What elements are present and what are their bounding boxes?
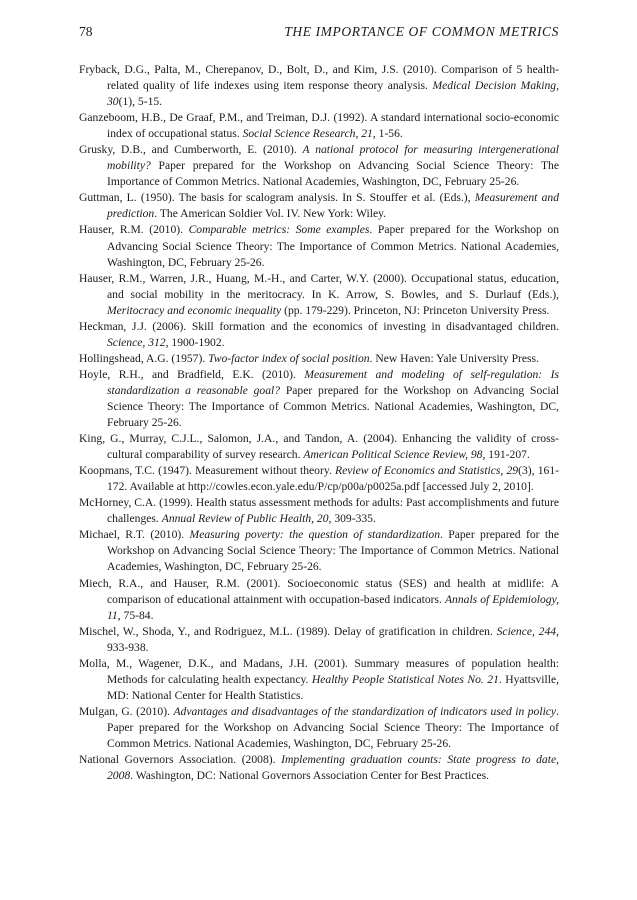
reference-entry: Hauser, R.M. (2010). Comparable metrics: Some examples. Paper prepared for the Workshop on Advancing Social Science Theory: The Importance of Common Metrics. National Academies, Washington, DC, February 25-26. (79, 223, 559, 269)
reference-entry: King, G., Murray, C.J.L., Salomon, J.A., and Tandon, A. (2004). Enhancing the validity of cross-cultural comparability of survey research. American Political Science Review, 98, 191-207. (79, 432, 559, 462)
reference-entry: Hauser, R.M., Warren, J.R., Huang, M.-H., and Carter, W.Y. (2000). Occupational status, education, and social mobility in the meritocracy. In K. Arrow, S. Bowles, and S. Durlauf (Eds.), Meritocracy and economic inequality (pp. 179-229). Princeton, NJ: Princeton University Press. (79, 271, 559, 317)
page-header (79, 24, 559, 42)
reference-entry: Mischel, W., Shoda, Y., and Rodriguez, M.L. (1989). Delay of gratification in children. Science, 244, 933-938. (79, 624, 559, 654)
reference-entry: Michael, R.T. (2010). Measuring poverty: the question of standardization. Paper prepared for the Workshop on Advancing Social Science Theory: The Importance of Common Metrics. National Academies, Washington, DC, February 25-26. (79, 528, 560, 574)
reference-entry: McHorney, C.A. (1999). Health status assessment methods for adults: Past accomplishments and future challenges. Annual Review of Public Health, 20, 309-335. (79, 496, 559, 526)
reference-entry: Miech, R.A., and Hauser, R.M. (2001). Socioeconomic status (SES) and health at midlife: A comparison of educational attainment with occupation-based indicators. Annals of Epidemiology, 11, 75-84. (79, 576, 559, 622)
reference-entry: Hollingshead, A.G. (1957). Two-factor index of social position. New Haven: Yale University Press. (79, 351, 539, 365)
reference-list (79, 62, 559, 784)
reference-entry: Guttman, L. (1950). The basis for scalogram analysis. In S. Stouffer et al. (Eds.), Measurement and prediction. The American Soldier Vol. IV. New York: Wiley. (79, 191, 559, 221)
reference-entry: Hoyle, R.H., and Bradfield, E.K. (2010). Measurement and modeling of self-regulation: Is standardization a reasonable goal? Paper prepared for the Workshop on Advancing Social Science Theory: The Importance of Common Metrics. National Academies, Washington, DC, February 25-26. (79, 367, 559, 430)
reference-entry: Mulgan, G. (2010). Advantages and disadvantages of the standardization of indicators used in policy. Paper prepared for the Workshop on Advancing Social Science Theory: The Importance of Common Metrics. National Academies, Washington, DC, February 25-26. (79, 704, 559, 750)
reference-entry: Ganzeboom, H.B., De Graaf, P.M., and Treiman, D.J. (1992). A standard international socio-economic index of occupational status. Social Science Research, 21, 1-56. (79, 111, 559, 141)
reference-entry: Grusky, D.B., and Cumberworth, E. (2010). A national protocol for measuring intergenerational mobility? Paper prepared for the Workshop on Advancing Social Science Theory: The Importance of Common Metrics. National Academies, Washington, DC, February 25-26. (79, 143, 559, 189)
reference-entry: Koopmans, T.C. (1947). Measurement without theory. Review of Economics and Statistics, 29(3), 161-172. Available at http://cowles.econ.yale.edu/P/cp/p00a/p0025a.pdf [accessed July 2, 2010]. (79, 464, 559, 494)
reference-entry: Heckman, J.J. (2006). Skill formation and the economics of investing in disadvantaged children. Science, 312, 1900-1902. (79, 319, 559, 349)
running-title: THE IMPORTANCE OF COMMON METRICS (284, 24, 559, 39)
reference-entry: Fryback, D.G., Palta, M., Cherepanov, D., Bolt, D., and Kim, J.S. (2010). Comparison of 5 health-related quality of life indexes using item response theory analysis. Medical Decision Making, 30(1), 5-15. (79, 63, 559, 109)
page-number: 78 (79, 24, 93, 39)
reference-entry: National Governors Association. (2008). Implementing graduation counts: State progress to date, 2008. Washington, DC: National Governors Association Center for Best Practices. (79, 753, 559, 783)
reference-entry: Molla, M., Wagener, D.K., and Madans, J.H. (2001). Summary measures of population health: Methods for calculating health expectancy. Healthy People Statistical Notes No. 21. Hyattsville, MD: National Center for Health Statistics. (79, 656, 560, 702)
